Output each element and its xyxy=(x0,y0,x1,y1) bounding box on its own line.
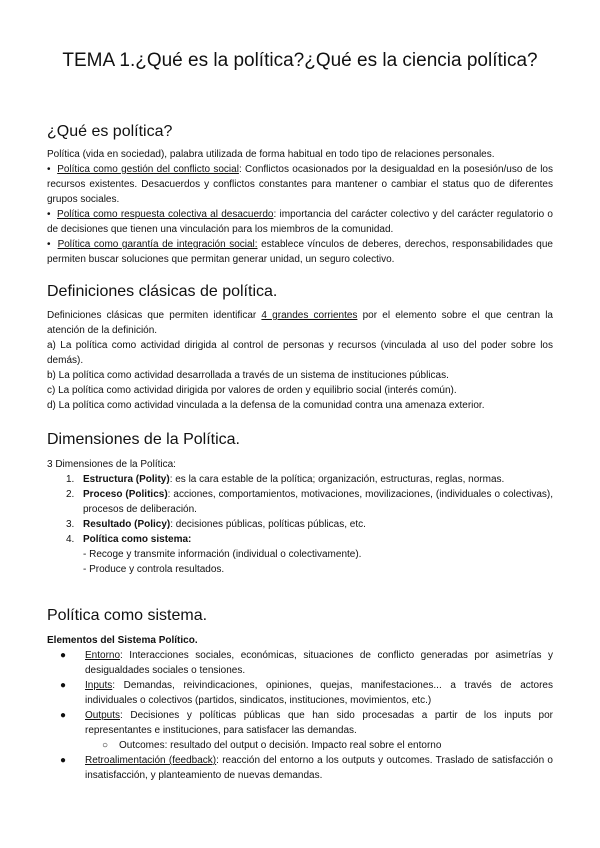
bullet-item xyxy=(47,678,553,708)
text: : Demandas, reivindicaciones, opiniones, quejas, manifestaciones... a través de actores individuales o colectivos (partidos, sindicatos, instituciones, movimientos, etc.) xyxy=(85,680,553,706)
text: : es la cara estable de la política; organización, estructuras, reglas, normas. xyxy=(169,474,505,485)
section-heading-sistema: Política como sistema. xyxy=(47,607,208,624)
bullet: • xyxy=(47,164,51,175)
term: Retroalimentación (feedback) xyxy=(85,755,217,766)
bullet: ● xyxy=(60,755,67,766)
number: 1. xyxy=(66,474,75,485)
term: Estructura (Polity) xyxy=(83,474,170,485)
term: Entorno xyxy=(85,650,121,661)
section-body-dimensiones xyxy=(47,457,553,577)
bullet: ● xyxy=(60,710,67,721)
section-heading-que-es-politica: ¿Qué es política? xyxy=(47,123,173,140)
number: 4. xyxy=(66,534,75,545)
term: Inputs xyxy=(85,680,113,691)
list-line: a) La política como actividad dirigida al control de personas y recursos (vinculada al uso del poder sobre los demás). xyxy=(47,340,553,366)
term: 4 grandes corrientes xyxy=(261,310,358,321)
section-heading-definiciones: Definiciones clásicas de política. xyxy=(47,283,278,300)
bullet-item xyxy=(47,237,553,267)
text: : acciones, comportamientos, motivaciones, movilizaciones, (individuales o colectivas), procesos de deliberación. xyxy=(83,489,553,515)
text: : importancia del carácter colectivo y del carácter regulatorio o de decisiones que tienen una vinculación para los miembros de la comunidad. xyxy=(47,209,553,235)
term: Política como garantía de integración social: xyxy=(57,239,258,250)
bullet: ● xyxy=(60,650,67,661)
term: Política como respuesta colectiva al desacuerdo xyxy=(57,209,274,220)
text: : Interacciones sociales, económicas, situaciones de conflicto generadas por asimetrías y desigualdades sociales o tensiones. xyxy=(85,650,553,676)
bullet-item xyxy=(47,753,553,783)
bullet-item xyxy=(47,207,553,237)
bullet: ● xyxy=(60,680,67,691)
bullet-item xyxy=(47,708,553,738)
list-item xyxy=(47,487,553,517)
number: 3. xyxy=(66,519,75,530)
text: Definiciones clásicas que permiten identificar xyxy=(47,310,262,321)
text: : Decisiones y políticas públicas que han sido procesadas a partir de los inputs por representantes e instituciones, para satisfacer las demandas. xyxy=(85,710,553,736)
sub-line: - Recoge y transmite información (individual o colectivamente). xyxy=(83,549,362,560)
paragraph: Política (vida en sociedad), palabra utilizada de forma habitual en todo tipo de relaciones personales. xyxy=(47,149,495,160)
bullet: • xyxy=(47,209,51,220)
bullet: ○ xyxy=(102,740,109,751)
section-body-que-es-politica xyxy=(47,147,553,267)
term: Proceso (Politics) xyxy=(83,489,168,500)
nested-bullet-item xyxy=(47,738,553,753)
list-item xyxy=(47,472,553,487)
text: establece vínculos de deberes, derechos, responsabilidades que permiten buscar soluciones que permitan generar unidad, un seguro colectivo. xyxy=(47,239,553,265)
text: Outcomes: resultado del output o decisión. Impacto real sobre el entorno xyxy=(119,740,442,751)
paragraph: 3 Dimensiones de la Política: xyxy=(47,459,176,470)
list-line: c) La política como actividad dirigida por valores de orden y equilibrio social (interés común). xyxy=(47,385,457,396)
bullet: • xyxy=(47,239,51,250)
subheading-text: Elementos del Sistema Político. xyxy=(47,635,198,646)
text: por el elemento sobre el que centran la atención de la definición. xyxy=(47,310,553,336)
term: Política como sistema: xyxy=(83,534,192,545)
list-line: d) La política como actividad vinculada a la defensa de la comunidad contra una amenaza exterior. xyxy=(47,400,485,411)
term: Política como gestión del conflicto social xyxy=(57,164,239,175)
section-body-sistema xyxy=(47,633,553,783)
term: Resultado (Policy) xyxy=(83,519,171,530)
term: Outputs xyxy=(85,710,121,721)
page-title: TEMA 1.¿Qué es la política?¿Qué es la ciencia política? xyxy=(62,50,538,71)
list-item xyxy=(47,532,553,547)
paragraph xyxy=(47,308,553,338)
section-body-definiciones xyxy=(47,308,553,413)
list-line: b) La política como actividad desarrollada a través de un sistema de instituciones públicas. xyxy=(47,370,449,381)
bullet-item xyxy=(47,648,553,678)
text: : Conflictos ocasionados por la desigualdad en la posesión/uso de los recursos existentes. Desacuerdos y conflictos constantes para mantener o cambiar el status quo de diferentes grupos sociales. xyxy=(47,164,553,205)
bullet-item xyxy=(47,162,553,207)
text: : reacción del entorno a los outputs y outcomes. Traslado de satisfacción o insatisfacción, y planteamiento de nuevas demandas. xyxy=(85,755,553,781)
list-item xyxy=(47,517,553,532)
number: 2. xyxy=(66,489,75,500)
subheading xyxy=(47,633,553,648)
sub-line: - Produce y controla resultados. xyxy=(83,564,225,575)
numbered-list xyxy=(47,472,553,547)
section-heading-dimensiones: Dimensiones de la Política. xyxy=(47,431,240,448)
text: : decisiones públicas, políticas públicas, etc. xyxy=(170,519,366,530)
